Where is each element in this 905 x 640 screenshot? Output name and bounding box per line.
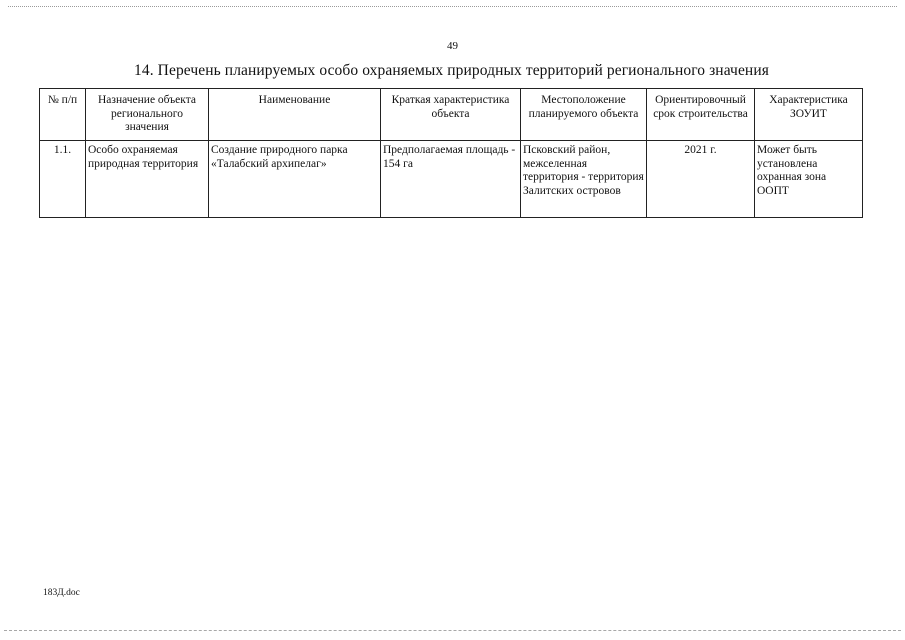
cell-purpose: Особо охраняемая природная территория xyxy=(86,141,209,218)
header-number: № п/п xyxy=(40,89,86,141)
footer-filename: 183Д.doc xyxy=(43,588,80,598)
cell-name: Создание природного парка «Талабский архипелаг» xyxy=(209,141,381,218)
table-header-row xyxy=(40,89,863,141)
header-description: Краткая характеристика объекта xyxy=(381,89,521,141)
cell-description: Предполагаемая площадь - 154 га xyxy=(381,141,521,218)
header-name: Наименование xyxy=(209,89,381,141)
document-title: 14. Перечень планируемых особо охраняемых природных территорий регионального значения xyxy=(134,62,769,79)
header-zouit: Характеристика ЗОУИТ xyxy=(755,89,863,141)
cell-location: Псковский район, межселенная территория - территория Залитских островов xyxy=(521,141,647,218)
cell-term: 2021 г. xyxy=(647,141,755,218)
table-row xyxy=(40,141,863,218)
header-location: Местоположение планируемого объекта xyxy=(521,89,647,141)
header-term: Ориентировочный срок строительства xyxy=(647,89,755,141)
planned-territories-table xyxy=(39,88,863,218)
page-number: 49 xyxy=(447,40,458,52)
scan-edge-bottom xyxy=(4,630,901,631)
cell-zouit: Может быть установлена охранная зона ООПТ xyxy=(755,141,863,218)
header-purpose: Назначение объекта регионального значения xyxy=(86,89,209,141)
scan-edge-top xyxy=(8,6,897,7)
cell-number: 1.1. xyxy=(40,141,86,218)
